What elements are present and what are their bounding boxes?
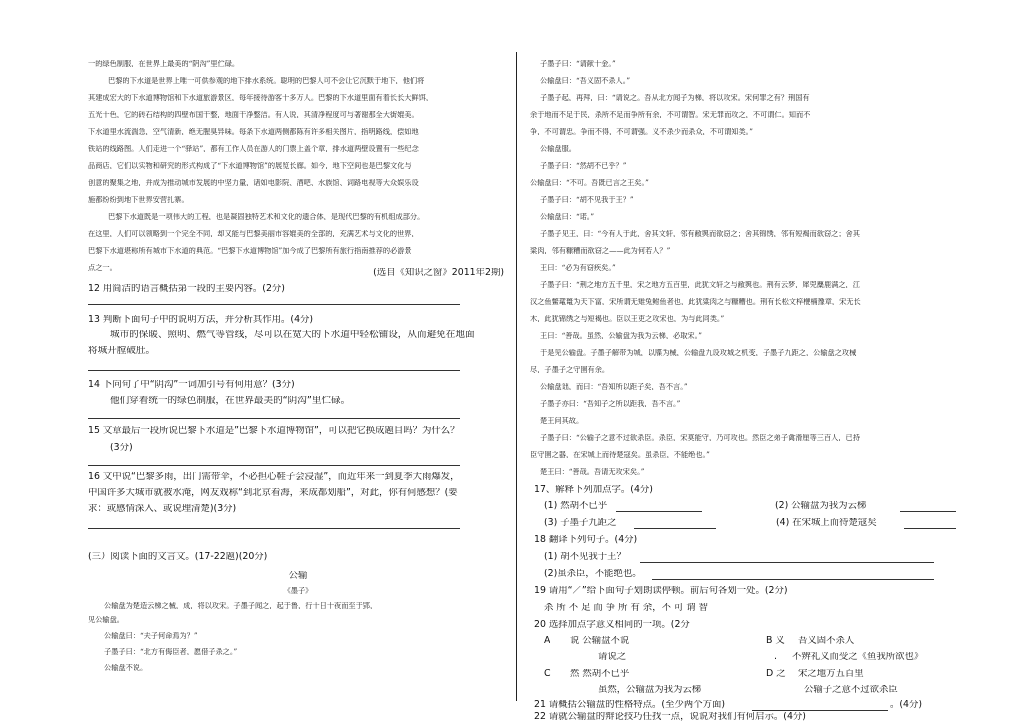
passage-line: 巴黎下水道既是一项伟大的工程，也是凝固独特艺术和文化的遗合体，是现代巴黎的有机组成部分。	[108, 213, 425, 221]
question-17-item-2: (2) 公输盘为我为云梯	[775, 501, 867, 511]
question-13: 13 判断下面句子中的说明方法，并分析其作用。(4分)	[88, 315, 314, 325]
passage-line: 巴黎下水道堪称所有城市下水道的典范。“巴黎下水道博物馆”加今成了巴黎所有旅行指南推荐的必游景	[88, 247, 412, 255]
option-a-text: 请说之	[598, 652, 627, 662]
right-column	[530, 0, 960, 723]
question-21: 21 请概括公输盘的性格特点。(至少两个方面)	[534, 700, 725, 710]
answer-line[interactable]	[752, 710, 888, 711]
passage-line: 下水道里水流湍急，空气清新，绝无腥臭异味。每条下水道两侧都陈有许多相关图片，指明路线，偿如地	[88, 128, 419, 136]
classical-line: 争，不可谓忠。争而不得，不可谓强。义不杀少而杀众，不可谓知类。”	[530, 128, 753, 136]
classical-line: 粱肉，邻有糠糟而欲窃之——此为何若人？”	[530, 247, 671, 255]
option-d-label[interactable]: D 之	[766, 669, 786, 679]
classical-line: 公输盘曰：“吾义固不杀人。”	[540, 77, 631, 85]
option-b-label[interactable]: B 义	[766, 636, 785, 646]
answer-line[interactable]	[88, 418, 460, 419]
classical-line: 公输盘为楚造云梯之械，成，将以攻宋。子墨子闻之，起于鲁，行十日十夜而至于郢，	[104, 602, 378, 610]
answer-line[interactable]	[88, 370, 460, 371]
classical-line: 见公输盘。	[88, 616, 124, 624]
question-17-item-3: (3) 子墨子九距之	[544, 518, 617, 528]
left-column	[88, 0, 508, 723]
option-a-text: 说 公输盘不说	[570, 636, 630, 646]
passage-line: 创意的聚集之地，并成为推动城市发展的中坚力量，诸如电影院、酒吧、水族馆、词路电视等大众娱乐设	[88, 179, 419, 187]
poem-title: 公输	[288, 571, 308, 581]
classical-line: 臣守圉之器，在宋城上而待楚寇矣。虽杀臣，不能绝也。”	[530, 451, 710, 459]
question-18: 18 翻译下列句子。(4分)	[534, 535, 638, 545]
passage-line: 品商店，它们以实物和研究的形式构成了“下水道博物馆”的展览长廊。如今，地下空间也是巴黎文化与	[88, 162, 412, 170]
answer-line[interactable]	[652, 579, 934, 580]
passage-line: 施都纷纷到地下世界安营扎寨。	[88, 196, 189, 204]
classical-line: 公输盘曰：“诺。”	[540, 213, 595, 221]
classical-line: 子墨子曰：“荆之地方五千里，宋之地方五百里，此犹文轩之与敝舆也。荆有云梦，犀兕麋鹿满之，江	[540, 281, 860, 289]
question-19: 19 请用“／”给下面句子划朗读停顿。前后句各划一处。(2分)	[534, 586, 788, 596]
classical-line: 楚王曰：“善哉。吾请无攻宋矣。”	[540, 468, 645, 476]
classical-line: 王曰：“善哉。虽然，公输盘为我为云梯，必取宋。”	[540, 332, 702, 340]
classical-line: 汉之鱼鳖鼋鼍为天下富，宋所谓无雉兔鲋鱼者也，此犹粱肉之与糠糟也。荆有长松文梓楩楠豫章，宋无长	[530, 298, 861, 306]
answer-line[interactable]	[88, 304, 460, 305]
passage-line: 五光十色，它的砖石结构的四壁布国干整，地面干净整洁。有人说，其清净程度可与著谢那全大街媲美。	[88, 111, 419, 119]
passage-line: 在这里，人们可以领略到一个完全不同，却又能与巴黎美丽市容媲美的全部的，充满艺术与文化的世界，	[88, 230, 419, 238]
classical-line: 公输盘曰：“不可。吾既已言之王矣。”	[530, 179, 649, 187]
answer-blank[interactable]	[904, 528, 956, 529]
classical-line: 子墨子曰：“公输子之意不过欲杀臣。杀臣，宋莫能守，乃可攻也。然臣之弟子禽滑厘等三百人，已持	[540, 434, 860, 442]
classical-line: 公输盘服。	[540, 145, 576, 153]
option-c-text: 然 然胡不已乎	[570, 669, 630, 679]
classical-line: 子墨子曰：“请献十金。”	[540, 60, 616, 68]
question-16: 中国许多大城市就被水淹，网友戏称“到北京看海，来成都划船”，对此，你有何感想？(要	[88, 488, 458, 498]
column-divider	[516, 52, 517, 701]
option-c-text: 虽然，公输盘为我为云梯	[598, 685, 702, 695]
classical-line: 王曰：“必为有窃疾矣。”	[540, 264, 616, 272]
question-17-item-1: (1) 然胡不已乎	[544, 501, 608, 511]
passage-line: 点之一。	[88, 264, 117, 272]
classical-line: 公输盘曰：“夫子何命焉为？”	[104, 632, 198, 640]
question-16: 16 文中说“巴黎多雨，出门需带伞，不必担心鞋子会浸湿”，而近年来一到夏季大雨爆发，	[88, 472, 460, 482]
classical-line: 木，此犹锦绣之与短褐也。臣以王吏之攻宋也，为与此同类。”	[530, 315, 725, 323]
passage-line: 其建成宏大的下水道博物馆和下水道旅游景区，每年接待游客十多万人。巴黎的下水道里面有着长长大鲜饵，	[88, 94, 434, 102]
classical-line: 子墨子曰：“北方有侮臣者，愿借子杀之。”	[104, 648, 238, 656]
question-18-item-2: (2)虽杀臣，不能绝也。	[544, 569, 642, 579]
source-citation: (选自《知识之窗》2011年2期)	[373, 268, 504, 278]
question-13-quote: 城市的保暖、照明、燃气等管线，尽可以在宽大的下水道中轻松铺设，从而避免在地面	[110, 330, 475, 340]
answer-blank[interactable]	[634, 528, 716, 529]
classical-line: 子墨子起，再拜，曰：“请说之。吾从北方闻子为梯，将以攻宋。宋何罪之有？荆国有	[540, 94, 810, 102]
passage-line: 一的绿色制服，在世界上最美的“阴沟”里伫碌。	[88, 60, 240, 68]
question-20: 20 选择加点字意义相同的一项。(2分	[534, 620, 690, 630]
classical-line: 子墨子曰：“然胡不已乎？”	[540, 162, 627, 170]
option-b-dot: .	[774, 652, 777, 662]
option-c-label[interactable]: C	[544, 669, 551, 679]
question-18-item-1: (1) 胡不见我于王？	[544, 552, 626, 562]
answer-line[interactable]	[88, 528, 460, 529]
classical-line: 尽，子墨子之守圉有余。	[530, 366, 610, 374]
classical-line: 余于地而不足于民，杀所不足而争所有余，不可谓智。宋无罪而攻之，不可谓仁。知而不	[530, 111, 811, 119]
question-12: 12 用简洁的语言概括第一段的主要内容。(2分)	[88, 284, 285, 294]
passage-line: 铁站的线路图。人们走进一个“驿站”，都有工作人员在游人的门票上盖个章，排水道两壁设置有一些纪念	[88, 145, 419, 153]
section-3-title: (三）阅读下面的文言文。(17-22题)(20分)	[88, 552, 268, 562]
option-b-text: 不辨礼义而受之《鱼我所欲也》	[792, 652, 924, 662]
question-15-points: (3分)	[110, 443, 133, 453]
question-19-sentence: 杀 所 不 足 而 争 所 有 余，不 可 谓 智	[544, 603, 709, 613]
classical-line: 子墨子见王，曰：“今有人于此，舍其文轩，邻有敝舆而欲窃之；舍其锦绣，邻有短褐而欲窃之；舍其	[540, 230, 860, 238]
classical-line: 楚王问其故。	[540, 417, 584, 425]
question-17: 17、解释下列加点字。(4分)	[534, 485, 653, 495]
option-b-text: 吾义固不杀人	[798, 636, 855, 646]
passage-line: 巴黎的下水道是世界上唯一可供参观的地下排水系统。聪明的巴黎人可不会让它沉默于地下，他们将	[108, 77, 425, 85]
question-14-quote: 他们穿着统一的绿色制服，在世界最美的“阴沟”里伫碌。	[110, 396, 351, 406]
answer-blank[interactable]	[616, 511, 702, 512]
option-d-text: 宋之地方五百里	[798, 669, 864, 679]
answer-line[interactable]	[88, 465, 460, 466]
question-15: 15 文章最后一段所说巴黎下水道是”巴黎下水道博物馆”，可以把它换成题目吗？为什么？	[88, 426, 460, 436]
question-16: 求：或感情深入、或说理清楚)(3分)	[88, 504, 237, 514]
answer-line[interactable]	[640, 562, 934, 563]
question-13-quote: 将城开膛破肚。	[88, 346, 156, 356]
classical-line: 子墨子亦曰：“吾知子之所以距我，吾不言。”	[540, 400, 681, 408]
question-17-item-4: (4) 在宋城上而待楚寇矣	[776, 518, 877, 528]
question-14: 14 卜向句了中“阴沟”一词加引号有何用意？(3分)	[88, 380, 295, 390]
classical-line: 于是见公输盘。子墨子解带为城，以牒为械，公输盘九设攻城之机变，子墨子九距之，公输盘之攻械	[540, 349, 857, 357]
question-21-points: 。(4分)	[890, 700, 923, 710]
question-22: 22 请就公输盘的辩论技巧任找一点，说说对我们有何启示。(4分)	[534, 712, 806, 722]
classical-line: 子墨子曰：“胡不见我于王？”	[540, 196, 634, 204]
answer-blank[interactable]	[900, 511, 956, 512]
option-a-label[interactable]: A	[544, 636, 551, 646]
classical-line: 公输盘不说。	[104, 664, 148, 672]
poem-author: 《墨子》	[283, 587, 313, 595]
classical-line: 公输盘诎，而曰：“吾知所以距子矣，吾不言。”	[540, 383, 688, 391]
option-d-text: 公输子之意不过欲杀臣	[804, 685, 898, 695]
